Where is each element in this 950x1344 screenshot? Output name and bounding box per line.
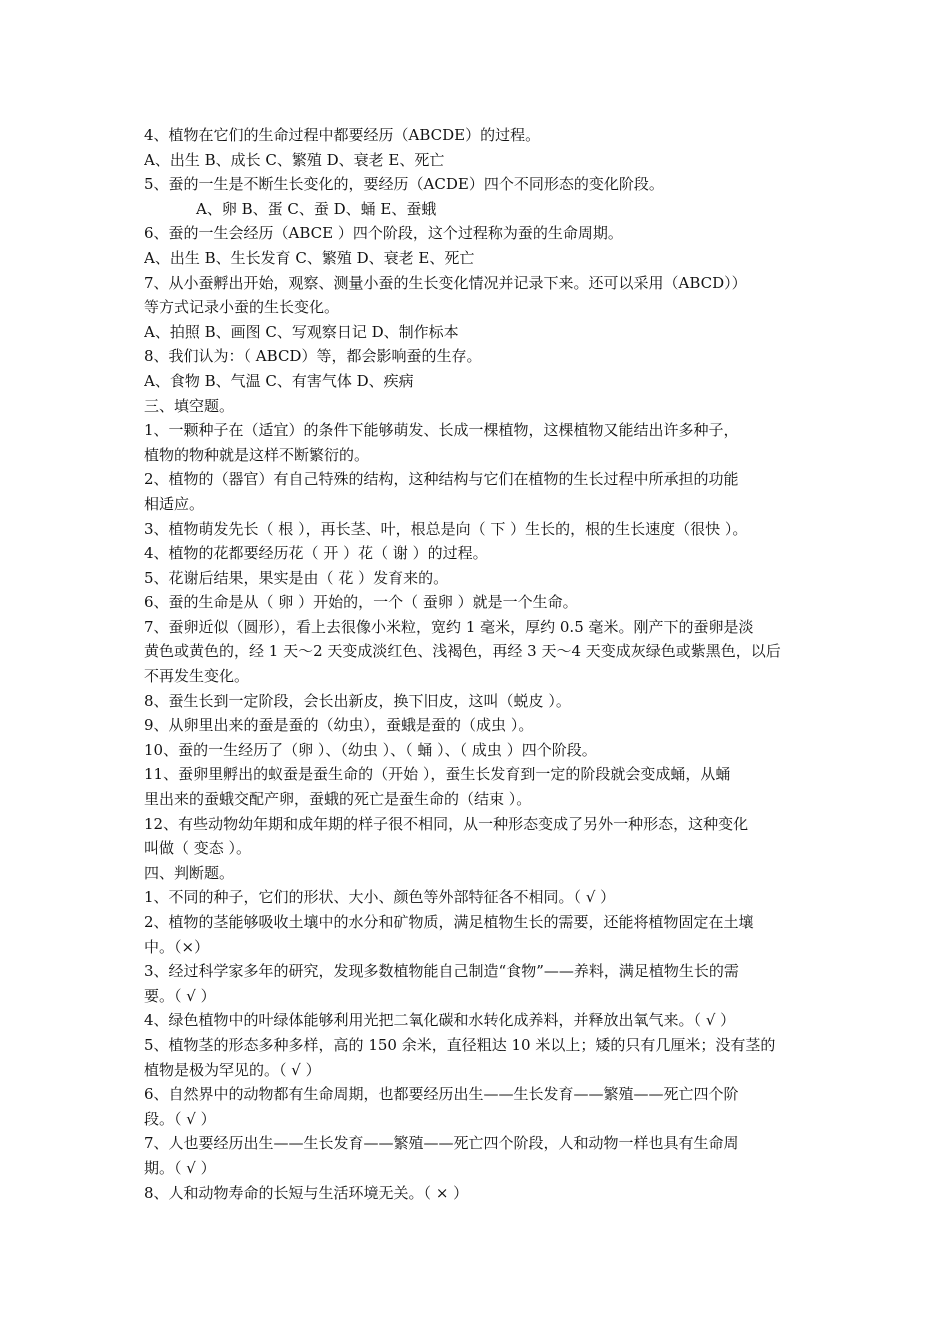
fill-5: 5、花谢后结果，果实是由（ 花 ）发育来的。	[144, 568, 449, 587]
document-page	[144, 123, 810, 1205]
fill-4: 4、植物的花都要经历花（ 开 ）花（ 谢 ）的过程。	[144, 544, 488, 563]
question-6-options: A、出生 B、生长发育 C、繁殖 D、衰老 E、死亡	[144, 248, 475, 267]
fill-7: 7、蚕卵近似（圆形），看上去很像小米粒，宽约 1 毫米，厚约 0.5 毫米。刚产下的蚕卵是淡	[144, 617, 754, 636]
fill-6: 6、蚕的生命是从（ 卵 ）开始的，一个（ 蚕卵 ）就是一个生命。	[144, 593, 578, 612]
judge-3-cont: 要。（ √ ）	[144, 986, 216, 1005]
judge-2: 2、植物的茎能够吸收土壤中的水分和矿物质，满足植物生长的需要，还能将植物固定在土壤	[144, 913, 754, 931]
judge-1: 1、不同的种子，它们的形状、大小、颜色等外部特征各不相同。（ √ ）	[144, 888, 616, 907]
question-5: 5、蚕的一生是不断生长变化的，要经历（ACDE）四个不同形态的变化阶段。	[144, 175, 664, 194]
fill-1-cont: 植物的物种就是这样不断繁衍的。	[144, 445, 370, 464]
question-5-options: A、卵 B、蛋 C、蚕 D、蛹 E、蚕蛾	[196, 199, 437, 218]
judge-7: 7、人也要经历出生——生长发育——繁殖——死亡四个阶段，人和动物一样也具有生命周	[144, 1134, 739, 1153]
judge-6: 6、自然界中的动物都有生命周期，也都要经历出生——生长发育——繁殖——死亡四个阶	[144, 1085, 739, 1104]
fill-11: 11、蚕卵里孵出的蚁蚕是蚕生命的（开始 ），蚕生长发育到一定的阶段就会变成蛹，从蛹	[144, 765, 731, 784]
question-8: 8、我们认为：（ ABCD）等，都会影响蚕的生存。	[144, 347, 482, 366]
fill-8: 8、蚕生长到一定阶段，会长出新皮，换下旧皮，这叫（蜕皮 ）。	[144, 691, 571, 710]
question-8-options: A、食物 B、气温 C、有害气体 D、疾病	[144, 371, 414, 390]
section-judgement-heading: 四、判断题。	[144, 863, 235, 882]
fill-10: 10、蚕的一生经历了（卵 ）、（幼虫 ）、（ 蛹 ）、（ 成虫 ）四个阶段。	[144, 740, 597, 759]
question-6: 6、蚕的一生会经历（ABCE ）四个阶段，这个过程称为蚕的生命周期。	[144, 224, 623, 243]
judge-3: 3、经过科学家多年的研究，发现多数植物能自己制造“食物”——养料，满足植物生长的需	[144, 962, 739, 981]
fill-9: 9、从卵里出来的蚕是蚕的（幼虫），蚕蛾是蚕的（成虫 ）。	[144, 716, 534, 735]
question-7-options: A、拍照 B、画图 C、写观察日记 D、制作标本	[144, 322, 459, 341]
judge-7-cont: 期。（ √ ）	[144, 1158, 216, 1177]
fill-2: 2、植物的（器官）有自己特殊的结构，这种结构与它们在植物的生长过程中所承担的功能	[144, 470, 739, 489]
judge-5: 5、植物茎的形态多种多样，高的 150 余米，直径粗达 10 米以上；矮的只有几厘米；没有茎的	[144, 1035, 776, 1054]
fill-7-cont-1: 黄色或黄色的，经 1 天～2 天变成淡红色、浅褐色，再经 3 天～4 天变成灰绿色或紫黑色，以后	[144, 642, 781, 661]
fill-3: 3、植物萌发先长（ 根 ），再长茎、叶，根总是向（ 下 ）生长的，根的生长速度（很快 ）。	[144, 519, 748, 538]
question-7-cont: 等方式记录小蚕的生长变化。	[144, 298, 340, 317]
section-fill-in-heading: 三、填空题。	[144, 396, 235, 415]
judge-2-cont: 中。（×）	[144, 937, 210, 956]
question-4: 4、植物在它们的生命过程中都要经历（ABCDE）的过程。	[144, 126, 541, 144]
fill-1: 1、一颗种子在（适宜）的条件下能够萌发、长成一棵植物，这棵植物又能结出许多种子，	[144, 421, 739, 440]
fill-11-cont: 里出来的蚕蛾交配产卵，蚕蛾的死亡是蚕生命的（结束 ）。	[144, 790, 532, 809]
question-7: 7、从小蚕孵出开始，观察、测量小蚕的生长变化情况并记录下来。还可以采用（ABCD））	[144, 273, 747, 292]
judge-5-cont: 植物是极为罕见的。（ √ ）	[144, 1060, 321, 1079]
judge-8: 8、人和动物寿命的长短与生活环境无关。（ × ）	[144, 1183, 469, 1202]
fill-2-cont: 相适应。	[144, 494, 205, 513]
judge-6-cont: 段。（ √ ）	[144, 1109, 216, 1128]
question-4-options: A、出生 B、成长 C、繁殖 D、衰老 E、死亡	[144, 150, 445, 169]
fill-12: 12、有些动物幼年期和成年期的样子很不相同，从一种形态变成了另外一种形态，这种变化	[144, 814, 749, 833]
fill-7-cont-2: 不再发生变化。	[144, 667, 250, 686]
fill-12-cont: 叫做（ 变态 ）。	[144, 839, 252, 858]
judge-4: 4、绿色植物中的叶绿体能够利用光把二氧化碳和水转化成养料，并释放出氧气来。（ √ ）	[144, 1011, 736, 1030]
